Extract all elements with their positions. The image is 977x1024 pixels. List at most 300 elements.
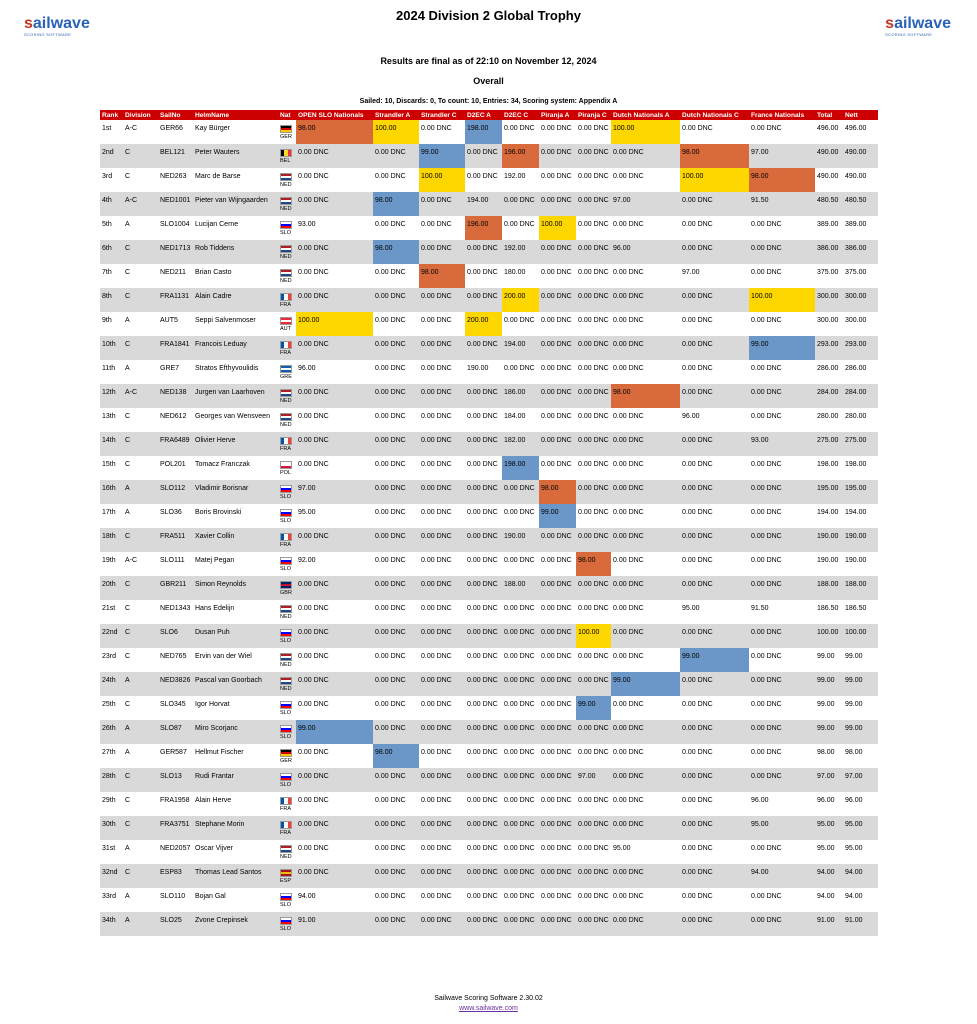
rank-cell-value: 11th [102, 365, 116, 372]
total-cell [815, 912, 843, 936]
score-cell [465, 432, 502, 456]
score-cell [465, 336, 502, 360]
helm-name-cell-value: Thomas Lead Santos [195, 869, 262, 876]
score-cell-value: 0.00 DNC [375, 365, 406, 372]
total-cell-value: 389.00 [817, 221, 839, 228]
nat-cell [278, 528, 296, 552]
score-cell-value: 98.00 [375, 749, 393, 756]
nat-code: SLO [280, 902, 292, 908]
helm-name-cell-value: Lucijan Cerne [195, 221, 239, 228]
score-cell [576, 288, 611, 312]
score-cell-value: 0.00 DNC [578, 221, 609, 228]
score-cell [465, 720, 502, 744]
total-cell [815, 768, 843, 792]
score-cell-value: 0.00 DNC [751, 509, 782, 516]
nett-cell [843, 600, 878, 624]
score-cell [680, 384, 749, 408]
total-cell-value: 490.00 [817, 173, 839, 180]
score-cell-value: 0.00 DNC [298, 845, 329, 852]
nat-cell [278, 888, 296, 912]
score-cell [502, 792, 539, 816]
score-cell [465, 264, 502, 288]
score-cell-value: 93.00 [298, 221, 316, 228]
score-cell-value: 0.00 DNC [682, 581, 713, 588]
nett-cell-value: 293.00 [845, 341, 867, 348]
table-row [100, 864, 878, 888]
score-cell-value: 0.00 DNC [298, 413, 329, 420]
flag-icon [280, 773, 292, 781]
rank-cell-value: 17th [102, 509, 116, 516]
helm-name-cell-value: Igor Horvat [195, 701, 230, 708]
score-cell-value: 0.00 DNC [613, 797, 644, 804]
score-cell [680, 456, 749, 480]
score-cell [419, 360, 465, 384]
score-cell-value: 0.00 DNC [682, 293, 713, 300]
total-cell-value: 386.00 [817, 245, 839, 252]
rank-cell [100, 840, 123, 864]
helm-name-cell-value: Jurgen van Laarhoven [195, 389, 265, 396]
helm-name-cell [193, 864, 278, 888]
score-cell-value: 0.00 DNC [467, 749, 498, 756]
score-cell-value: 91.50 [751, 197, 769, 204]
score-cell [296, 792, 373, 816]
nat-cell [278, 744, 296, 768]
score-cell-value: 0.00 DNC [504, 749, 535, 756]
score-cell [465, 576, 502, 600]
column-header: Dutch Nationals C [680, 110, 749, 120]
rank-cell-value: 2nd [102, 149, 114, 156]
rank-cell [100, 192, 123, 216]
score-cell [373, 672, 419, 696]
score-cell [465, 768, 502, 792]
table-row [100, 792, 878, 816]
nat-cell [278, 624, 296, 648]
sailno-cell-value: NED1001 [160, 197, 191, 204]
score-cell-value: 99.00 [682, 653, 700, 660]
score-cell-value: 0.00 DNC [375, 269, 406, 276]
score-cell-value: 0.00 DNC [613, 725, 644, 732]
score-cell-value: 0.00 DNC [613, 533, 644, 540]
table-row [100, 384, 878, 408]
score-cell [502, 144, 539, 168]
score-cell [576, 792, 611, 816]
nat-cell [278, 288, 296, 312]
score-cell-value: 0.00 DNC [467, 653, 498, 660]
score-cell-value: 0.00 DNC [421, 845, 452, 852]
score-cell-value: 0.00 DNC [541, 317, 572, 324]
score-cell-value: 0.00 DNC [541, 773, 572, 780]
rank-cell-value: 20th [102, 581, 116, 588]
score-cell-value: 0.00 DNC [375, 605, 406, 612]
sailno-cell [158, 744, 193, 768]
score-cell [680, 696, 749, 720]
helm-name-cell-value: Rob Tiddens [195, 245, 235, 252]
flag-icon [280, 221, 292, 229]
division-cell-value: A [125, 725, 130, 732]
rank-cell [100, 912, 123, 936]
score-cell [502, 336, 539, 360]
score-cell [576, 504, 611, 528]
score-cell [465, 672, 502, 696]
score-cell [680, 576, 749, 600]
total-cell-value: 98.00 [817, 749, 835, 756]
score-cell-value: 96.00 [682, 413, 700, 420]
division-cell [123, 744, 158, 768]
score-cell [749, 120, 815, 144]
score-cell [465, 120, 502, 144]
score-cell [502, 864, 539, 888]
flag-icon [280, 629, 292, 637]
score-cell-value: 0.00 DNC [467, 509, 498, 516]
score-cell [611, 840, 680, 864]
nat-cell [278, 552, 296, 576]
total-cell [815, 840, 843, 864]
flag-icon [280, 437, 292, 445]
helm-name-cell [193, 624, 278, 648]
table-row [100, 648, 878, 672]
score-cell [419, 456, 465, 480]
score-cell [419, 912, 465, 936]
helm-name-cell [193, 168, 278, 192]
score-cell [419, 576, 465, 600]
helm-name-cell-value: Boris Brovinski [195, 509, 242, 516]
score-cell-value: 0.00 DNC [541, 533, 572, 540]
score-cell [611, 504, 680, 528]
score-cell [502, 240, 539, 264]
score-cell-value: 194.00 [504, 341, 526, 348]
score-cell-value: 98.00 [751, 173, 769, 180]
score-cell-value: 0.00 DNC [578, 917, 609, 924]
score-cell [576, 480, 611, 504]
total-cell-value: 195.00 [817, 485, 839, 492]
score-cell-value: 0.00 DNC [504, 125, 535, 132]
score-cell [680, 840, 749, 864]
score-cell [373, 408, 419, 432]
score-cell-value: 100.00 [751, 293, 773, 300]
score-cell [296, 312, 373, 336]
helm-name-cell [193, 264, 278, 288]
nat-cell [278, 432, 296, 456]
flag-icon [280, 341, 292, 349]
score-cell [373, 264, 419, 288]
score-cell [539, 696, 576, 720]
score-cell [465, 456, 502, 480]
nat-code: NED [280, 182, 292, 188]
score-cell-value: 0.00 DNC [467, 605, 498, 612]
score-cell-value: 91.50 [751, 605, 769, 612]
helm-name-cell [193, 408, 278, 432]
score-cell [539, 720, 576, 744]
score-cell [502, 168, 539, 192]
nat-code: NED [280, 686, 292, 692]
score-cell [465, 528, 502, 552]
score-cell [296, 216, 373, 240]
score-cell [502, 672, 539, 696]
score-cell-value: 0.00 DNC [421, 629, 452, 636]
score-cell-value: 0.00 DNC [504, 677, 535, 684]
division-cell-value: A [125, 917, 130, 924]
score-cell [680, 264, 749, 288]
helm-name-cell [193, 144, 278, 168]
score-cell [611, 552, 680, 576]
division-cell [123, 864, 158, 888]
score-cell-value: 0.00 DNC [421, 773, 452, 780]
helm-name-cell-value: Stephane Morin [195, 821, 245, 828]
score-cell [373, 432, 419, 456]
score-cell-value: 0.00 DNC [541, 797, 572, 804]
score-cell-value: 0.00 DNC [578, 245, 609, 252]
flag-icon [280, 317, 292, 325]
total-cell-value: 300.00 [817, 293, 839, 300]
score-cell-value: 0.00 DNC [682, 341, 713, 348]
score-cell-value: 0.00 DNC [751, 581, 782, 588]
score-cell [749, 888, 815, 912]
total-cell-value: 280.00 [817, 413, 839, 420]
division-cell-value: A [125, 317, 130, 324]
score-cell-value: 0.00 DNC [751, 221, 782, 228]
score-cell [539, 120, 576, 144]
division-cell [123, 120, 158, 144]
score-cell [502, 264, 539, 288]
score-cell [680, 648, 749, 672]
nett-cell [843, 240, 878, 264]
score-cell [502, 432, 539, 456]
division-cell-value: C [125, 173, 131, 180]
table-row [100, 408, 878, 432]
score-cell-value: 0.00 DNC [298, 389, 329, 396]
total-cell [815, 744, 843, 768]
score-cell-value: 100.00 [682, 173, 704, 180]
score-cell-value: 0.00 DNC [751, 389, 782, 396]
score-cell-value: 0.00 DNC [421, 725, 452, 732]
score-cell [611, 144, 680, 168]
rank-cell-value: 6th [102, 245, 112, 252]
score-cell-value: 0.00 DNC [541, 629, 572, 636]
flag-icon [280, 845, 292, 853]
score-cell-value: 0.00 DNC [541, 293, 572, 300]
column-header: Piranja C [576, 110, 611, 120]
score-cell-value: 0.00 DNC [504, 653, 535, 660]
score-cell-value: 0.00 DNC [504, 629, 535, 636]
score-cell-value: 0.00 DNC [613, 293, 644, 300]
score-cell-value: 192.00 [504, 173, 526, 180]
helm-name-cell [193, 456, 278, 480]
nett-cell [843, 384, 878, 408]
sailno-cell-value: NED138 [160, 389, 187, 396]
score-cell-value: 0.00 DNC [578, 893, 609, 900]
score-cell [502, 528, 539, 552]
rank-cell-value: 16th [102, 485, 116, 492]
score-cell-value: 0.00 DNC [375, 533, 406, 540]
rank-cell-value: 13th [102, 413, 116, 420]
rank-cell [100, 864, 123, 888]
score-cell-value: 0.00 DNC [541, 389, 572, 396]
score-cell [539, 816, 576, 840]
total-cell-value: 480.50 [817, 197, 839, 204]
score-cell-value: 0.00 DNC [751, 413, 782, 420]
score-cell-value: 0.00 DNC [541, 917, 572, 924]
division-cell-value: C [125, 869, 131, 876]
score-cell-value: 0.00 DNC [421, 293, 452, 300]
score-cell-value: 0.00 DNC [467, 725, 498, 732]
score-cell-value: 0.00 DNC [578, 797, 609, 804]
score-cell-value: 0.00 DNC [375, 437, 406, 444]
score-cell-value: 98.00 [613, 389, 631, 396]
score-cell [611, 120, 680, 144]
division-cell [123, 288, 158, 312]
score-cell-value: 0.00 DNC [467, 581, 498, 588]
nat-cell [278, 216, 296, 240]
score-cell-value: 0.00 DNC [682, 845, 713, 852]
score-cell-value: 100.00 [421, 173, 443, 180]
sailno-cell [158, 552, 193, 576]
sailno-cell-value: SLO25 [160, 917, 182, 924]
rank-cell-value: 21st [102, 605, 116, 612]
score-cell-value: 0.00 DNC [467, 413, 498, 420]
score-cell-value: 0.00 DNC [541, 173, 572, 180]
score-cell-value: 0.00 DNC [375, 725, 406, 732]
score-cell [296, 912, 373, 936]
score-cell-value: 0.00 DNC [467, 533, 498, 540]
nett-cell-value: 188.00 [845, 581, 867, 588]
total-cell [815, 240, 843, 264]
sailno-cell-value: SLO36 [160, 509, 182, 516]
score-cell-value: 0.00 DNC [751, 773, 782, 780]
score-cell-value: 188.00 [504, 581, 526, 588]
division-cell-value: C [125, 821, 131, 828]
total-cell-value: 300.00 [817, 317, 839, 324]
division-cell-value: C [125, 293, 131, 300]
division-cell [123, 504, 158, 528]
score-cell [373, 792, 419, 816]
rank-cell [100, 576, 123, 600]
score-cell [611, 672, 680, 696]
score-cell-value: 100.00 [298, 317, 320, 324]
division-cell [123, 168, 158, 192]
nat-cell [278, 840, 296, 864]
division-cell [123, 312, 158, 336]
nat-cell [278, 336, 296, 360]
nett-cell [843, 768, 878, 792]
sailno-cell [158, 456, 193, 480]
score-cell [576, 600, 611, 624]
total-cell [815, 432, 843, 456]
flag-icon [280, 149, 292, 157]
score-cell-value: 0.00 DNC [504, 365, 535, 372]
score-cell-value: 0.00 DNC [682, 725, 713, 732]
score-cell [539, 576, 576, 600]
sailno-cell-value: GRE7 [160, 365, 180, 372]
score-cell [680, 408, 749, 432]
score-cell [502, 120, 539, 144]
score-cell-value: 0.00 DNC [682, 797, 713, 804]
nett-cell-value: 300.00 [845, 293, 867, 300]
helm-name-cell [193, 480, 278, 504]
sailno-cell [158, 240, 193, 264]
nat-code: SLO [280, 926, 292, 932]
score-cell [419, 672, 465, 696]
score-cell-value: 0.00 DNC [504, 725, 535, 732]
score-cell-value: 0.00 DNC [298, 797, 329, 804]
score-cell-value: 0.00 DNC [421, 581, 452, 588]
score-cell [419, 792, 465, 816]
score-cell [680, 312, 749, 336]
score-cell [749, 264, 815, 288]
score-cell-value: 0.00 DNC [467, 173, 498, 180]
score-cell-value: 98.00 [682, 149, 700, 156]
score-cell-value: 0.00 DNC [613, 773, 644, 780]
sailno-cell [158, 192, 193, 216]
score-cell [465, 144, 502, 168]
score-cell [465, 864, 502, 888]
table-row [100, 312, 878, 336]
nat-cell [278, 600, 296, 624]
sailno-cell-value: SLO110 [160, 893, 186, 900]
score-cell [576, 384, 611, 408]
sailno-cell-value: NED263 [160, 173, 187, 180]
flag-icon [280, 797, 292, 805]
score-cell [373, 240, 419, 264]
helm-name-cell-value: Seppi Salvenmoser [195, 317, 256, 324]
flag-icon [280, 197, 292, 205]
nat-code: SLO [280, 518, 292, 524]
sailno-cell-value: NED1713 [160, 245, 191, 252]
score-cell [419, 624, 465, 648]
score-cell-value: 0.00 DNC [375, 413, 406, 420]
score-cell [502, 312, 539, 336]
total-cell-value: 96.00 [817, 797, 835, 804]
division-cell-value: A [125, 845, 130, 852]
score-cell [611, 264, 680, 288]
column-header: Nat [278, 110, 296, 120]
score-cell-value: 0.00 DNC [375, 701, 406, 708]
flag-icon [280, 413, 292, 421]
total-cell-value: 190.00 [817, 533, 839, 540]
score-cell [680, 888, 749, 912]
nat-code: BEL [280, 158, 291, 164]
score-cell [611, 720, 680, 744]
score-cell-value: 0.00 DNC [613, 557, 644, 564]
score-cell [296, 192, 373, 216]
score-cell [576, 192, 611, 216]
total-cell [815, 696, 843, 720]
rank-cell-value: 29th [102, 797, 116, 804]
score-cell [680, 168, 749, 192]
nat-code: NED [280, 854, 292, 860]
score-cell [373, 768, 419, 792]
total-cell [815, 720, 843, 744]
sailno-cell-value: FRA1958 [160, 797, 190, 804]
helm-name-cell-value: Francois Leduay [195, 341, 247, 348]
total-cell-value: 190.00 [817, 557, 839, 564]
score-cell [419, 480, 465, 504]
score-cell [296, 432, 373, 456]
score-cell [296, 816, 373, 840]
flag-icon [280, 869, 292, 877]
score-cell-value: 196.00 [504, 149, 526, 156]
score-cell-value: 100.00 [578, 629, 600, 636]
score-cell-value: 198.00 [467, 125, 489, 132]
nett-cell-value: 99.00 [845, 677, 863, 684]
score-cell-value: 0.00 DNC [682, 437, 713, 444]
score-cell-value: 0.00 DNC [421, 317, 452, 324]
score-cell-value: 0.00 DNC [467, 677, 498, 684]
helm-name-cell-value: Simon Reynolds [195, 581, 246, 588]
footer-link[interactable]: www.sailwave.com [459, 1005, 518, 1012]
division-cell-value: A [125, 365, 130, 372]
score-cell-value: 95.00 [682, 605, 700, 612]
score-cell-value: 0.00 DNC [504, 821, 535, 828]
